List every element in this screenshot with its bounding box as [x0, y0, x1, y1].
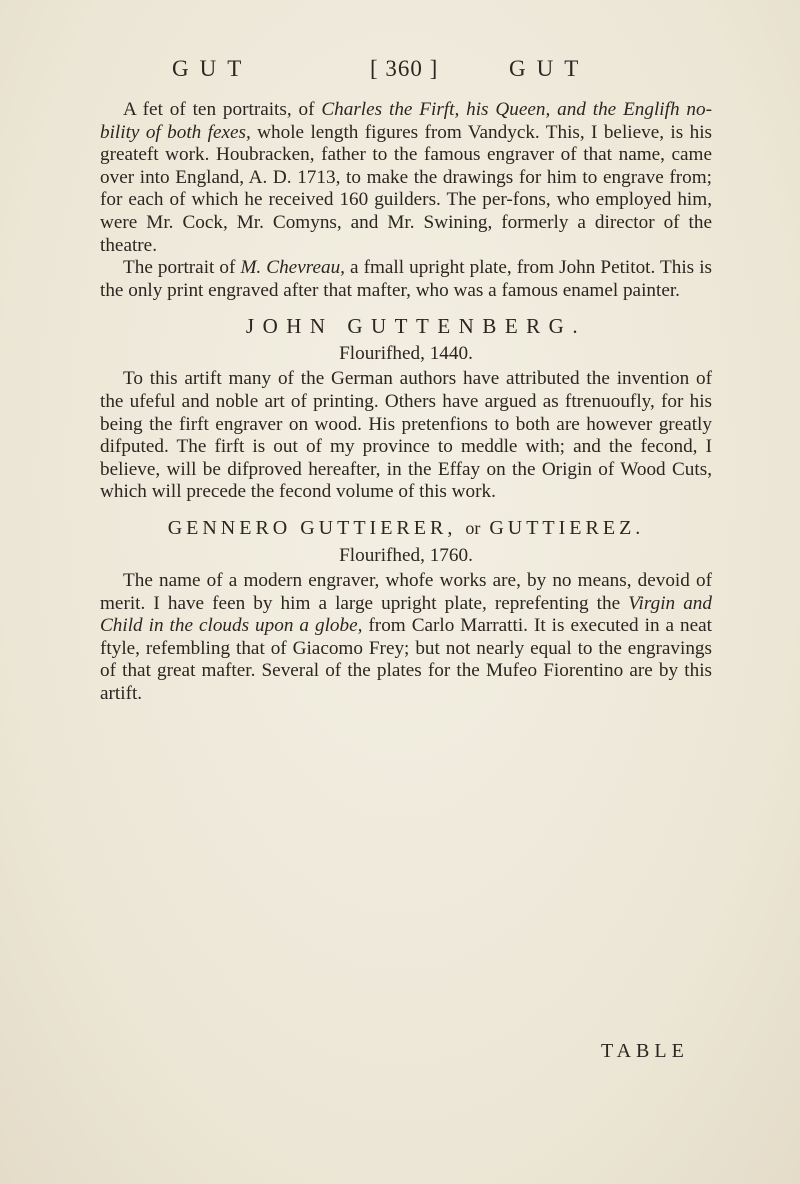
running-head — [172, 56, 642, 92]
catchword: TABLE — [601, 1040, 689, 1062]
italic-title: Charles the Firft, his Queen, and the Englifh no-bility of both fexes, — [100, 99, 712, 143]
entry-heading-guttenberg: JOHN GUTTENBERG. — [245, 314, 587, 339]
text-body — [100, 99, 712, 705]
italic-title: M. Chevreau, — [240, 257, 345, 279]
flourished-date: Flourifhed, 1440. — [339, 343, 473, 365]
entry-heading-guttierez: GENNERO GUTTIERER, or GUTTIEREZ. — [167, 516, 645, 539]
paragraph-vandyck-portraits: A fet of ten portraits, of Charles the Firft, his Queen, and the Englifh no-bility of both fexes, whole length figures from Vandyck. This, I believe, is his greateft work. Houbracken, father to the famous engraver of that name, came over into England, A. D. 1713, to make the drawings for him to engrave from; for each of which he received 160 guilders. The per-fons, who employed him, were Mr. Cock, Mr. Comyns, and Mr. Swining, formerly a director of the theatre. — [100, 99, 712, 256]
running-head-right: GUT — [509, 56, 590, 81]
running-head-left: GUT — [172, 56, 253, 81]
paragraph-guttierez: The name of a modern engraver, whofe works are, by no means, devoid of merit. I have feen by him a large upright plate, reprefenting the Virgin and Child in the clouds upon a globe, from Carlo Marratti. It is executed in a neat ftyle, refembling that of Giacomo Frey; but not nearly equal to the engravings of that great mafter. Several of the plates for the Mufeo Fiorentino are by this artift. — [100, 569, 712, 704]
page-number: [ 360 ] — [370, 56, 439, 81]
italic-title: Virgin and Child in the clouds upon a globe, — [100, 592, 712, 637]
paragraph-guttenberg: To this artift many of the German authors have attributed the invention of the ufeful and noble art of printing. Others have argued as ftrenuoufly, for his being the firft engraver on wood. His pretenfions to both are however greatly difputed. The firft is out of my province to meddle with; and the fecond, I believe, will be difproved hereafter, in the Effay on the Origin of Wood Cuts, which will precede the fecond volume of this work. — [100, 368, 712, 503]
paragraph-chevreau-portrait: The portrait of M. Chevreau, a fmall upright plate, from John Petitot. This is the only print engraved after that mafter, who was a famous enamel painter. — [100, 257, 712, 301]
flourished-date: Flourifhed, 1760. — [339, 544, 473, 566]
